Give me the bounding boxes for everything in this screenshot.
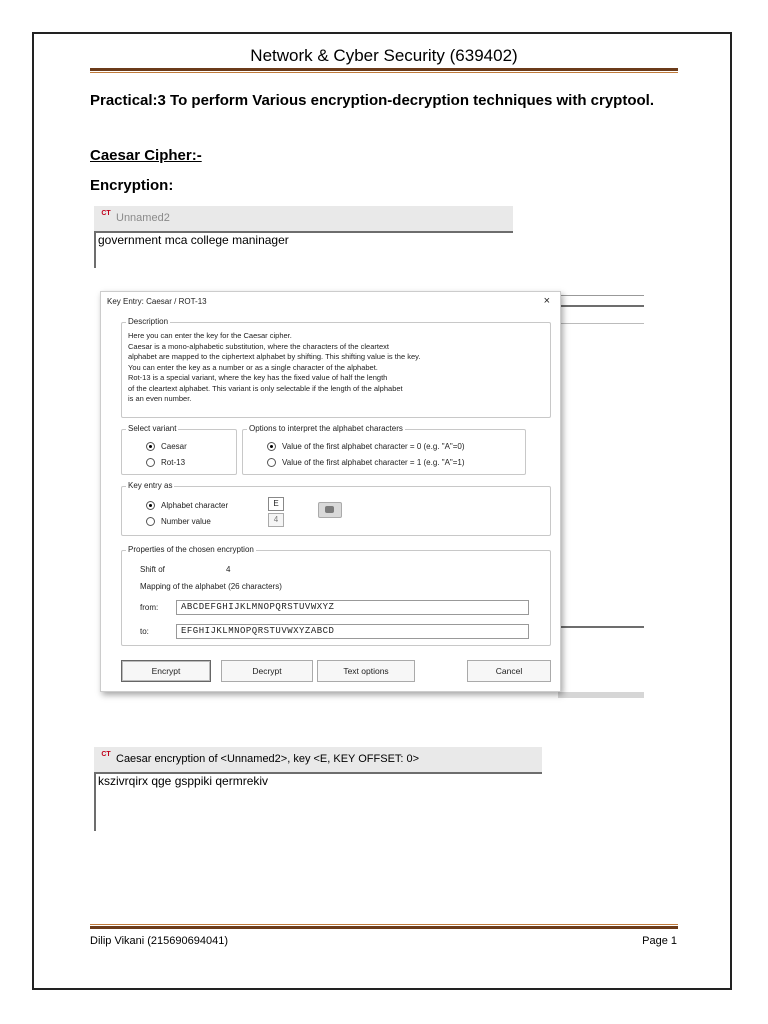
radio-offset-one[interactable] [267,458,465,467]
mapping-label: Mapping of the alphabet (26 characters) [140,582,282,591]
footer-author: Dilip Vikani (215690694041) [90,935,229,947]
description-group [121,317,551,418]
to-label: to: [140,627,149,636]
radio-offset-zero-label: Value of the first alphabet character = 0 (e.g. "A"=0) [282,442,465,451]
window-titlebar[interactable] [94,206,513,233]
description-line: You can enter the key as a number or as a single character of the alphabet. [128,362,378,372]
radio-number-value-label: Number value [161,517,211,526]
radio-selected-icon [146,501,155,510]
description-line: Here you can enter the key for the Caesar cipher. [128,331,292,340]
header-rule-thin [90,72,678,73]
section-heading: Caesar Cipher:- [90,147,202,164]
document-window-plaintext[interactable] [94,206,513,268]
interpret-group [242,424,526,475]
ciphertext-content: kszivrqirx qge gsppiki qermrekiv [98,774,269,788]
window-title: Caesar encryption of <Unnamed2>, key <E, KEY OFFSET: 0> [116,753,420,765]
shift-value: 4 [226,565,231,574]
radio-caesar-label: Caesar [161,442,187,451]
radio-number-value[interactable] [146,517,211,526]
from-label: from: [140,603,159,612]
key-entry-group [121,481,551,536]
cancel-button[interactable]: Cancel [467,660,551,682]
radio-rot13-label: Rot-13 [161,458,186,467]
description-line: Caesar is a mono-alphabetic substitution, where the characters of the cleartext [128,341,389,351]
encrypt-button[interactable]: Encrypt [121,660,211,682]
key-char-input[interactable]: E [268,497,284,511]
header-title: Network & Cyber Security (639402) [250,46,518,65]
variant-group [121,424,237,475]
dialog-title: Key Entry: Caesar / ROT-13 [107,297,207,306]
subsection-heading: Encryption: [90,177,174,194]
text-options-button[interactable]: Text options [317,660,415,682]
description-line: is an even number. [128,394,192,403]
radio-offset-zero[interactable] [267,442,465,451]
radio-selected-icon [146,442,155,451]
page-number: Page 1 [642,935,677,947]
interpret-label: Options to interpret the alphabet characters [249,424,403,433]
variant-label: Select variant [128,424,177,433]
radio-alphabet-char-label: Alphabet character [161,501,229,510]
cryptool-app-icon: CT [101,751,111,758]
description-label: Description [128,317,169,326]
window-title: Unnamed2 [116,212,170,224]
description-text [128,331,548,405]
properties-label: Properties of the chosen encryption [128,545,254,554]
description-line: of the cleartext alphabet. This variant is only selectable if the length of the alphabet [128,383,403,393]
key-entry-dialog[interactable] [100,291,561,692]
header-rule [90,68,678,71]
close-icon[interactable]: × [543,295,550,307]
radio-selected-icon [267,442,276,451]
key-entry-label: Key entry as [128,481,173,490]
practical-heading: Practical:3 To perform Various encryption-decryption techniques with cryptool. [90,92,654,109]
plaintext-editor[interactable] [94,233,513,268]
cryptool-app-icon: CT [101,210,111,217]
properties-group [121,545,551,646]
shift-label: Shift of [140,565,165,574]
radio-rot13[interactable] [146,458,185,467]
plaintext-content: government mca college maninager [98,233,289,247]
to-alphabet-field[interactable]: EFGHIJKLMNOPQRSTUVWXYZABCD [176,624,529,639]
footer-rule-thin [90,924,678,925]
radio-caesar[interactable] [146,442,187,451]
footer-rule [90,926,678,929]
radio-icon [146,517,155,526]
description-line: Rot-13 is a special variant, where the key has the fixed value of half the length [128,373,388,382]
decrypt-button[interactable]: Decrypt [221,660,313,682]
radio-offset-one-label: Value of the first alphabet character = 1 (e.g. "A"=1) [282,458,465,467]
key-number-input[interactable]: 4 [268,513,284,527]
document-window-ciphertext[interactable] [94,747,542,831]
background-window [558,295,644,699]
description-line: alphabet are mapped to the ciphertext alphabet by shifting. This shifting value is the key. [128,352,421,361]
key-icon[interactable] [318,502,342,518]
radio-icon [146,458,155,467]
window-titlebar[interactable] [94,747,542,774]
radio-alphabet-char[interactable] [146,501,228,510]
from-alphabet-field[interactable]: ABCDEFGHIJKLMNOPQRSTUVWXYZ [176,600,529,615]
radio-icon [267,458,276,467]
ciphertext-editor[interactable] [94,774,542,831]
